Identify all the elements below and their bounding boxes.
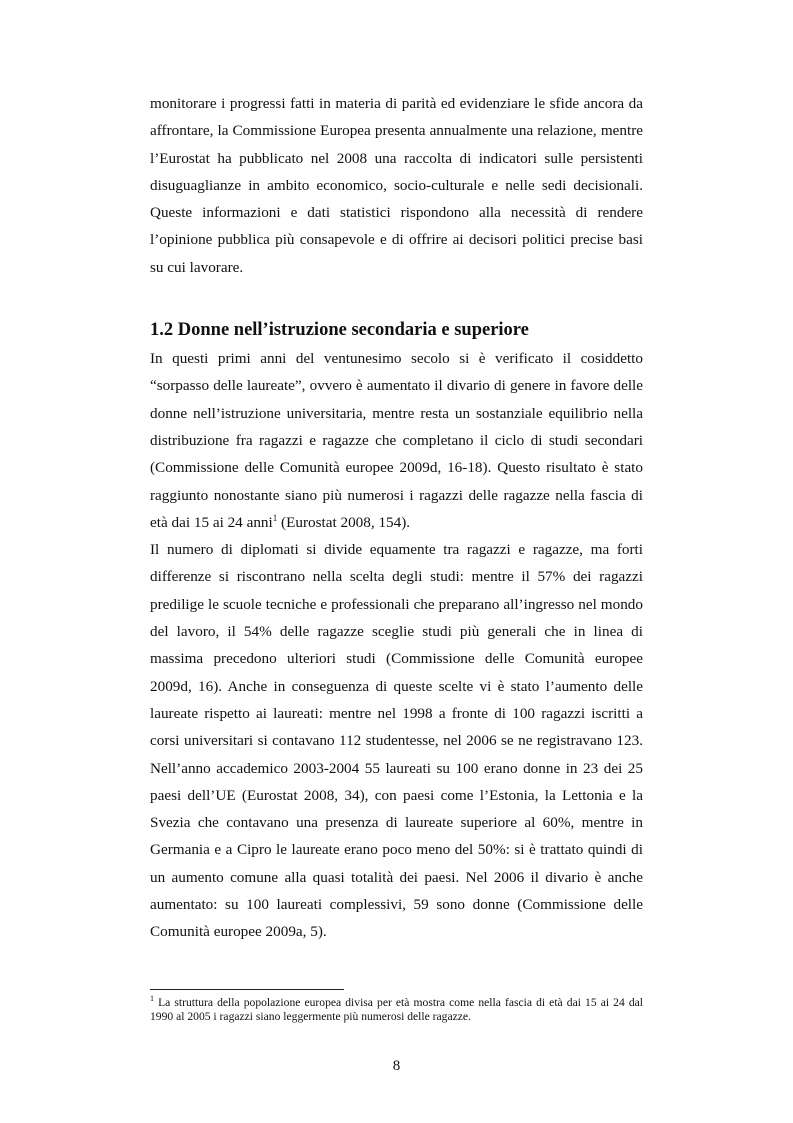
- section-heading: 1.2 Donne nell’istruzione secondaria e superiore: [150, 320, 529, 341]
- footnote-reference[interactable]: 1: [272, 512, 278, 523]
- footnote: [150, 996, 643, 1024]
- paragraph-1: [150, 345, 643, 536]
- page-number: 8: [392, 1058, 401, 1074]
- paragraph-2: Il numero di diplomati si divide equamente tra ragazzi e ragazze, ma forti differenze si riscontrano nella scelta degli studi: mentre il 57% dei ragazzi predilige le scuole tecniche e professionali che preparano all’ingresso nel mondo del lavoro, il 54% delle ragazze sceglie studi più generali che in linea di massima precedono ulteriori studi (Commissione delle Comunità europee 2009d, 16). Anche in conseguenza di queste scelte vi è stato l’aumento delle laureate rispetto ai laureati: mentre nel 1998 a fronte di 100 ragazzi iscritti a corsi universitari si contavano 112 studentesse, nel 2006 se ne registravano 123. Nell’anno accademico 2003-2004 55 laureati su 100 erano donne in 23 dei 25 paesi dell’UE (Eurostat 2008, 34), con paesi come l’Estonia, la Lettonia e la Svezia che contavano una presenza di laureate superiore al 60%, mentre in Germania e a Cipro le laureate erano poco meno del 50%: si è trattato quindi di un aumento comune alla quasi totalità dei paesi. Nel 2006 il divario è anche aumentato: su 100 laureati complessivi, 59 sono donne (Commissione delle Comunità europee 2009a, 5).: [150, 541, 643, 941]
- footnote-text: La struttura della popolazione europea divisa per età mostra come nella fascia di età dai 15 ai 24 dal 1990 al 2005 i ragazzi siano leggermente più numerosi delle ragazze.: [150, 996, 643, 1024]
- paragraph-1-citation: (Eurostat 2008, 154).: [277, 513, 411, 531]
- intro-paragraph: monitorare i progressi fatti in materia di parità ed evidenziare le sfide ancora da affrontare, la Commissione Europea presenta annualmente una relazione, mentre l’Eurostat ha pubblicato nel 2008 una raccolta di indicatori sulle persistenti disuguaglianze in ambito economico, socio-culturale e nelle sedi decisionali. Queste informazioni e dati statistici rispondono alla necessità di rendere l’opinione pubblica più consapevole e di offrire ai decisori politici precise basi su cui lavorare.: [150, 95, 643, 276]
- footnote-marker: 1: [150, 994, 154, 1004]
- footnote-separator: [150, 989, 344, 990]
- paragraph-1-text: In questi primi anni del ventunesimo secolo si è verificato il cosiddetto “sorpasso delle laureate”, ovvero è aumentato il divario di genere in favore delle donne nell’istruzione universitaria, mentre resta un sostanziale equilibrio nella distribuzione fra ragazzi e ragazze che completano il ciclo di studi secondari (Commissione delle Comunità europee 2009d, 16-18). Questo risultato è stato raggiunto nonostante siano più numerosi i ragazzi delle ragazze nella fascia di età dai 15 ai 24 anni: [150, 350, 643, 531]
- page-body: [150, 90, 643, 946]
